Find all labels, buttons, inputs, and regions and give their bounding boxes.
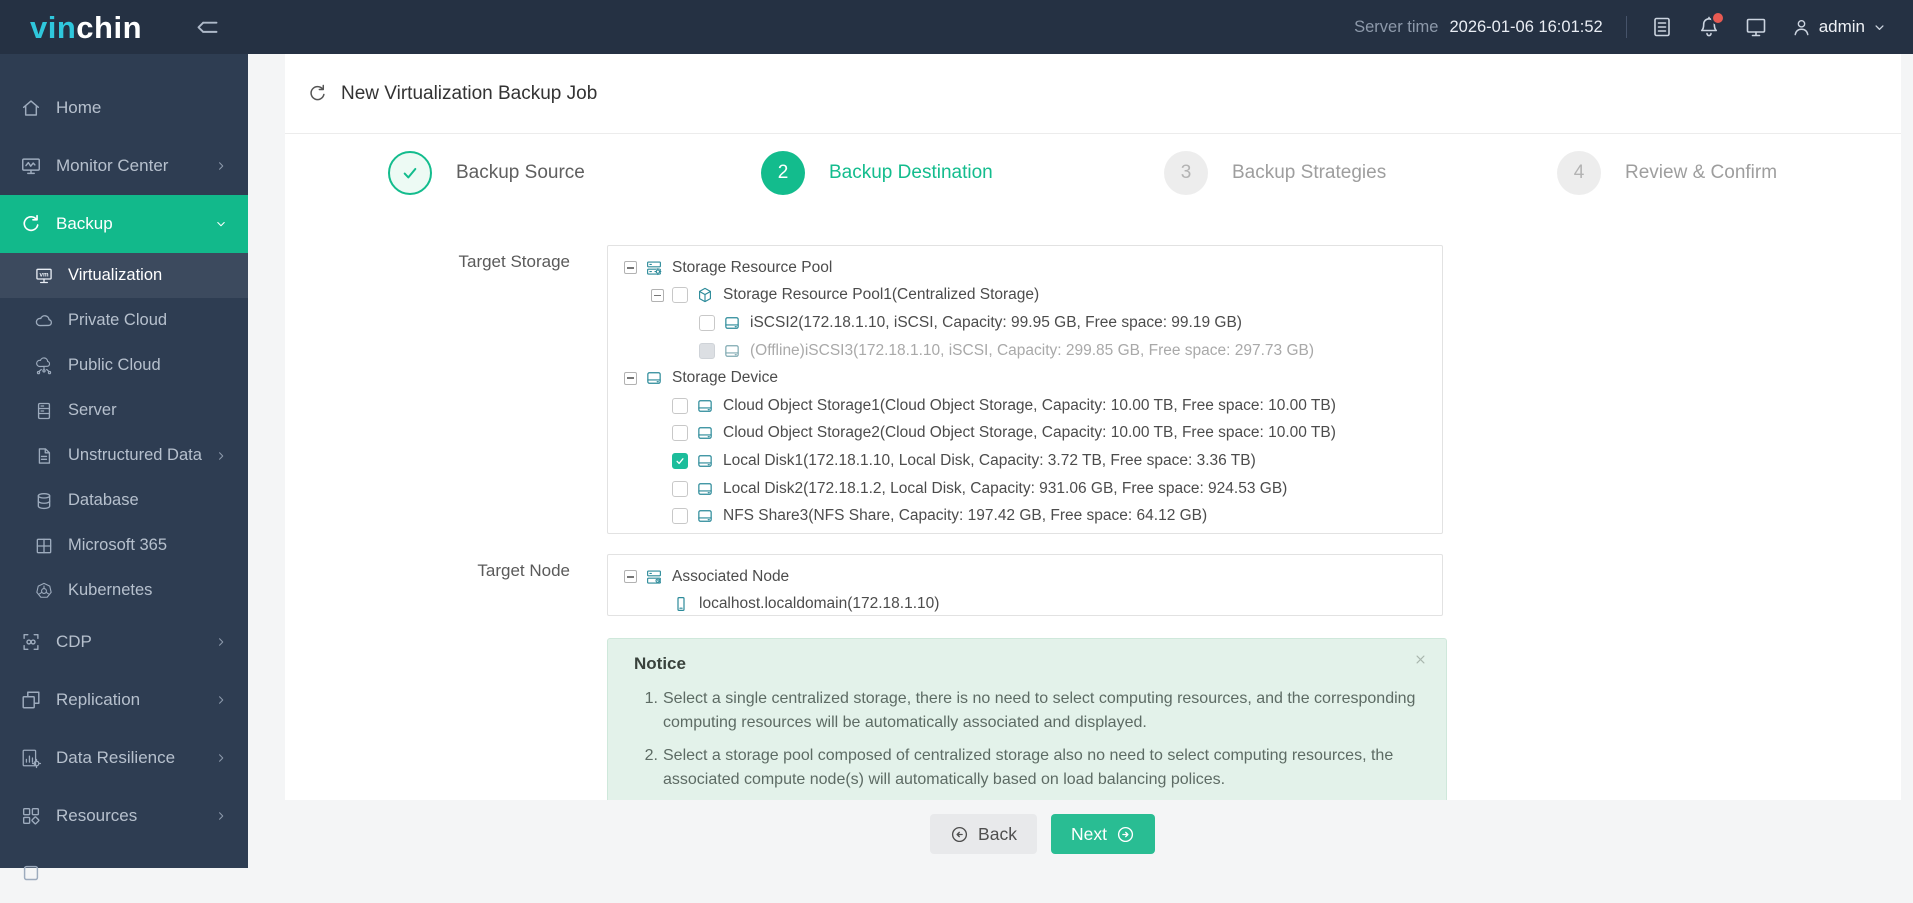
wizard-step-2 [761,151,993,195]
pool-group-icon [645,259,663,277]
chevron-down-icon [214,217,228,231]
vinchin-logo [30,9,143,45]
main-content [285,54,1901,800]
tree-node-label[interactable]: (Offline)iSCSI3(172.18.1.10, iSCSI, Capacity: 299.85 GB, Free space: 297.73 GB) [750,341,1315,359]
tree-row [618,563,1432,591]
close-icon[interactable] [1413,652,1428,667]
tree-row [618,447,1432,475]
microsoft-365-icon [34,536,54,556]
notice-title: Notice [634,654,686,673]
node-group-icon [645,568,663,586]
back-button[interactable] [930,814,1037,854]
tree-row [618,420,1432,448]
chevron-down-icon [1872,20,1887,35]
private-cloud-icon [34,311,54,331]
step-1-circle [388,151,432,195]
target-node-tree [607,554,1443,616]
host-icon [672,595,690,613]
wizard-footer [248,800,1913,868]
sidebar-item-virtualization[interactable] [0,253,248,298]
sidebar-item-label: Data Resilience [56,748,176,767]
sidebar-item-unstructured-data[interactable] [0,433,248,478]
step-3-circle: 3 [1164,151,1208,195]
sidebar-item-label: Kubernetes [68,581,153,599]
chevron-right-icon [214,449,228,463]
tree-node-label[interactable]: Associated Node [672,567,790,585]
sidebar-item-label: Database [68,491,139,509]
step-1-label: Backup Source [456,162,585,183]
tree-node-label[interactable]: Storage Resource Pool1(Centralized Storage) [723,286,1040,304]
back-button-label: Back [978,823,1017,844]
sidebar-item-cdp[interactable] [0,613,248,671]
sidebar-item-resources[interactable] [0,787,248,845]
disk-icon [723,342,741,360]
wizard-steps [285,134,1901,216]
tree-node-label[interactable]: NFS Share3(NFS Share, Capacity: 197.42 GB, Free space: 64.12 GB) [723,507,1208,525]
next-button[interactable] [1051,814,1155,854]
server-time-label: Server time [1354,17,1439,36]
username: admin [1818,17,1865,36]
chevron-right-icon [214,809,228,823]
sidebar-item-backup[interactable] [0,195,248,253]
sidebar-item-data-resilience[interactable] [0,729,248,787]
target-node-label: Target Node [477,561,570,580]
notice-item [634,687,1420,735]
device-icon [645,369,663,387]
sidebar-item-microsoft-365[interactable] [0,523,248,568]
tree-node-label[interactable]: Local Disk1(172.18.1.10, Local Disk, Capacity: 3.72 TB, Free space: 3.36 TB) [723,451,1256,469]
tree-checkbox-unchecked[interactable] [672,398,688,414]
notice-item-text: Select a storage pool composed of centralized storage also no need to select computing resources, the associated compute node(s) will automatically based on load balancing polices. [663,747,1394,788]
backup-icon [20,213,42,235]
refresh-icon[interactable] [307,83,328,104]
wizard-step-3 [1164,151,1386,195]
wizard-step-4 [1557,151,1777,195]
unstructured-data-icon [34,446,54,466]
sidebar-item-label: Virtualization [68,266,163,284]
sidebar-item-label: Replication [56,690,141,709]
console-monitor-icon[interactable] [1744,15,1768,39]
system-icon [20,863,42,885]
top-bar [0,0,1913,54]
page-header [285,54,1901,134]
tree-row [618,475,1432,503]
tree-row [618,392,1432,420]
sidebar-collapse-icon[interactable] [194,14,221,41]
wizard-step-1 [388,151,585,195]
server-icon [34,401,54,421]
tree-node-label[interactable]: Cloud Object Storage2(Cloud Object Storage, Capacity: 10.00 TB, Free space: 10.00 TB) [723,424,1336,442]
chevron-right-icon [214,159,228,173]
tree-checkbox-checked[interactable] [672,453,688,469]
tree-row [618,337,1432,365]
step-4-label: Review & Confirm [1625,162,1778,183]
replication-icon [20,689,42,711]
disk-icon [696,480,714,498]
virtualization-icon [34,266,54,286]
disk-icon [723,314,741,332]
tree-checkbox-unchecked[interactable] [672,287,688,303]
sidebar-item-label: CDP [56,632,92,651]
sidebar-item-public-cloud[interactable] [0,343,248,388]
logo-part-vin: vin [30,9,77,45]
tree-row [618,502,1432,530]
user-icon [1791,17,1812,38]
tree-node-label[interactable]: Local Disk2(172.18.1.2, Local Disk, Capacity: 931.06 GB, Free space: 924.53 GB) [723,479,1288,497]
disk-icon [696,507,714,525]
tree-row [618,309,1432,337]
disk-icon [696,452,714,470]
sidebar-item-database[interactable] [0,478,248,523]
topbar-divider [1626,16,1627,38]
target-storage-tree [607,245,1443,534]
notification-dot [1711,11,1725,25]
sidebar-item-server[interactable] [0,388,248,433]
sidebar-item-label: Unstructured Data [68,446,202,464]
notice-item-number: 2. [644,747,658,764]
logo-part-chin: chin [76,9,143,45]
back-arrow-icon [950,825,969,844]
tree-row [618,282,1432,310]
sidebar-item-label: Monitor Center [56,156,169,175]
sidebar-item-label: Server [68,401,117,419]
step-4-circle: 4 [1557,151,1601,195]
tree-checkbox-unchecked[interactable] [672,425,688,441]
tree-node-label[interactable]: iSCSI2(172.18.1.10, iSCSI, Capacity: 99.95 GB, Free space: 99.19 GB) [750,313,1242,331]
target-storage-label: Target Storage [458,252,570,271]
tree-row [618,364,1432,392]
tree-row [618,591,1432,619]
tree-node-label[interactable]: Storage Resource Pool [672,258,833,276]
svg-text:vm: vm [39,271,49,279]
next-arrow-icon [1116,825,1135,844]
monitor-center-icon [20,155,42,177]
sidebar-item-kubernetes[interactable] [0,568,248,613]
sidebar-item-home[interactable] [0,79,248,137]
sidebar-item-label: Backup [56,214,113,233]
topbar-right-group [1354,15,1887,39]
sidebar-item-partial[interactable] [0,845,248,903]
tree-checkbox-disabled [699,343,715,359]
tree-checkbox-unchecked[interactable] [672,508,688,524]
tree-checkbox-unchecked[interactable] [672,481,688,497]
resources-icon [20,805,42,827]
notice-item-text: Select a single centralized storage, there is no need to select computing resources, and the corresponding computing resources will be automatically associated and displayed. [663,690,1416,731]
check-icon [399,162,421,184]
cube-icon [696,286,714,304]
sidebar-item-label: Home [56,98,102,117]
user-menu[interactable] [1791,17,1887,38]
tree-collapse-toggle[interactable] [624,261,637,274]
sidebar-item-label: Resources [56,806,138,825]
notice-item [634,744,1420,792]
home-icon [20,97,42,119]
tree-row [618,254,1432,282]
step-2-label: Backup Destination [829,162,993,183]
tree-collapse-toggle[interactable] [651,289,664,302]
data-resilience-icon [20,747,42,769]
server-time-value: 2026-01-06 16:01:52 [1449,17,1603,36]
step-3-label: Backup Strategies [1232,162,1387,183]
notice-item-number: 1. [644,690,658,707]
kubernetes-icon [34,581,54,601]
sidebar-item-label: Public Cloud [68,356,161,374]
disk-icon [696,397,714,415]
sidebar-item-label: Private Cloud [68,311,168,329]
disk-icon [696,424,714,442]
server-time [1354,18,1603,37]
sidebar-item-replication[interactable] [0,671,248,729]
tree-node-label[interactable]: Cloud Object Storage1(Cloud Object Storage, Capacity: 10.00 TB, Free space: 10.00 TB) [723,396,1336,414]
step-2-circle: 2 [761,151,805,195]
tree-checkbox-unchecked[interactable] [699,315,715,331]
chevron-right-icon [214,751,228,765]
tree-collapse-toggle[interactable] [624,570,637,583]
public-cloud-icon [34,356,54,376]
sidebar-item-label: Microsoft 365 [68,536,168,554]
database-icon [34,491,54,511]
notifications-bell[interactable] [1697,15,1721,39]
sidebar-nav [0,54,248,868]
tree-node-label[interactable]: localhost.localdomain(172.18.1.10) [699,595,940,613]
chevron-right-icon [214,635,228,649]
page-title: New Virtualization Backup Job [341,82,598,104]
sidebar-item-private-cloud[interactable] [0,298,248,343]
tree-node-label[interactable]: Storage Device [672,369,778,387]
cdp-icon [20,631,42,653]
logs-icon[interactable] [1650,15,1674,39]
sidebar-item-monitor-center[interactable] [0,137,248,195]
chevron-right-icon [214,693,228,707]
next-button-label: Next [1070,823,1107,844]
tree-collapse-toggle[interactable] [624,372,637,385]
